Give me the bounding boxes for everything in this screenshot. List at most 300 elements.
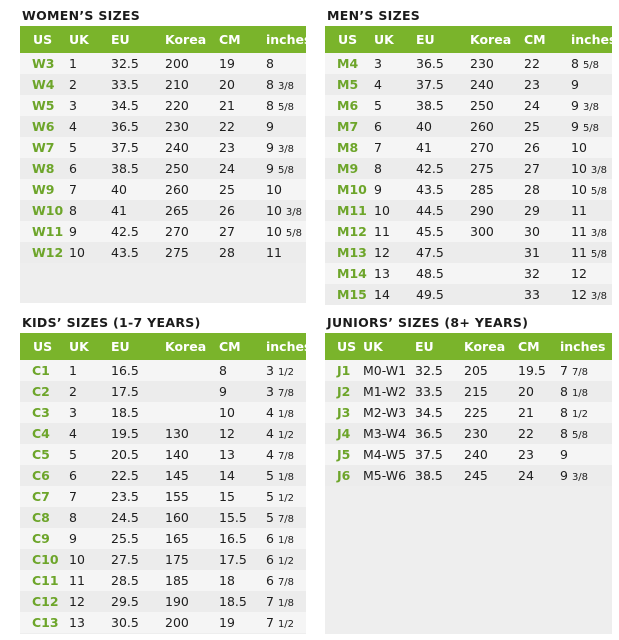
inches-fraction: 1/2 [571, 409, 589, 420]
inches-whole: 9 [560, 447, 568, 462]
uk-size-cell: 5 [69, 447, 77, 462]
juniors-sizes-title: JUNIORS’ SIZES (8+ YEARS) [327, 315, 529, 330]
cm-cell: 20 [219, 77, 235, 92]
us-size-cell: M10 [337, 182, 367, 197]
column-header: Korea [464, 339, 506, 354]
cm-cell: 24 [518, 468, 534, 483]
uk-size-cell: 1 [69, 56, 77, 71]
column-header: CM [219, 32, 241, 47]
kids-sizes-title: KIDS’ SIZES (1-7 YEARS) [22, 315, 201, 330]
inches-cell [266, 56, 306, 71]
us-size-cell: J6 [337, 468, 351, 483]
korea-size-cell: 230 [470, 56, 494, 71]
table-row [325, 74, 612, 95]
column-header: CM [219, 339, 241, 354]
kids-sizes-section [20, 313, 312, 634]
column-header: UK [374, 32, 394, 47]
uk-size-cell: 12 [69, 594, 85, 609]
cm-cell: 23 [524, 77, 540, 92]
inches-whole: 12 [571, 266, 587, 281]
cm-cell: 16.5 [219, 531, 247, 546]
inches-whole: 8 [560, 426, 568, 441]
inches-cell [560, 426, 600, 441]
korea-size-cell: 190 [165, 594, 189, 609]
uk-size-cell: 4 [374, 77, 382, 92]
eu-size-cell: 30.5 [111, 615, 139, 630]
inches-cell [571, 245, 611, 260]
korea-size-cell: 265 [165, 203, 189, 218]
cm-cell: 17.5 [219, 552, 247, 567]
eu-size-cell: 40 [111, 182, 127, 197]
cm-cell: 15 [219, 489, 235, 504]
korea-size-cell: 260 [470, 119, 494, 134]
eu-size-cell: 28.5 [111, 573, 139, 588]
inches-fraction: 1/2 [277, 556, 295, 567]
inches-cell [266, 140, 306, 155]
korea-size-cell: 240 [470, 77, 494, 92]
us-size-cell: M4 [337, 56, 359, 71]
inches-whole: 8 [266, 77, 274, 92]
us-size-cell: W6 [32, 119, 55, 134]
inches-whole: 7 [560, 363, 568, 378]
cm-cell: 27 [219, 224, 235, 239]
us-size-cell: W3 [32, 56, 55, 71]
table-row [325, 116, 612, 137]
table-row [325, 423, 612, 444]
table-row [20, 444, 306, 465]
uk-size-cell: 8 [374, 161, 382, 176]
cm-cell: 31 [524, 245, 540, 260]
table-header [325, 333, 612, 360]
cm-cell: 30 [524, 224, 540, 239]
inches-whole: 11 [266, 245, 282, 260]
table-row [20, 95, 306, 116]
us-size-cell: C2 [32, 384, 50, 399]
uk-size-cell: 8 [69, 203, 77, 218]
inches-cell [266, 615, 306, 630]
inches-whole: 6 [266, 531, 274, 546]
inches-fraction: 3/8 [285, 207, 302, 218]
column-header: inches [560, 339, 606, 354]
korea-size-cell: 220 [165, 98, 189, 113]
cm-cell: 13 [219, 447, 235, 462]
inches-cell [266, 447, 306, 462]
us-size-cell: W12 [32, 245, 64, 260]
uk-size-cell: 9 [69, 531, 77, 546]
inches-whole: 5 [266, 510, 274, 525]
inches-cell [571, 287, 611, 302]
eu-size-cell: 48.5 [416, 266, 444, 281]
men-sizes-title: MEN’S SIZES [327, 8, 421, 23]
column-header: inches [571, 32, 617, 47]
inches-fraction: 5/8 [582, 123, 600, 134]
inches-cell [560, 468, 600, 483]
uk-size-cell: 13 [69, 615, 85, 630]
uk-size-cell: 13 [374, 266, 390, 281]
eu-size-cell: 32.5 [111, 56, 139, 71]
column-header: US [337, 339, 357, 354]
table-row [20, 423, 306, 444]
juniors-sizes-table [325, 333, 612, 634]
inches-whole: 11 [571, 245, 587, 260]
uk-size-cell: 10 [374, 203, 390, 218]
uk-size-cell: 6 [69, 161, 77, 176]
eu-size-cell: 37.5 [111, 140, 139, 155]
table-row [20, 549, 306, 570]
table-row [325, 402, 612, 423]
table-row [20, 465, 306, 486]
us-size-cell: C5 [32, 447, 50, 462]
cm-cell: 28 [524, 182, 540, 197]
column-header: Korea [165, 339, 207, 354]
inches-whole: 4 [266, 447, 274, 462]
inches-fraction: 1/2 [277, 493, 295, 504]
us-size-cell: W7 [32, 140, 55, 155]
eu-size-cell: 17.5 [111, 384, 139, 399]
inches-whole: 6 [266, 573, 274, 588]
inches-cell [266, 161, 306, 176]
eu-size-cell: 43.5 [111, 245, 139, 260]
inches-cell [571, 203, 611, 218]
us-size-cell: M7 [337, 119, 359, 134]
cm-cell: 25 [219, 182, 235, 197]
eu-size-cell: 45.5 [416, 224, 444, 239]
us-size-cell: C6 [32, 468, 50, 483]
inches-whole: 11 [571, 203, 587, 218]
uk-size-cell: 9 [374, 182, 382, 197]
inches-fraction: 5/8 [582, 60, 600, 71]
uk-size-cell: 9 [69, 224, 77, 239]
inches-cell [266, 119, 306, 134]
table-row [20, 591, 306, 612]
inches-fraction: 1/2 [277, 619, 295, 630]
table-header [325, 26, 617, 53]
eu-size-cell: 38.5 [416, 98, 444, 113]
inches-cell [571, 56, 611, 71]
column-header: UK [363, 339, 383, 354]
cm-cell: 25 [524, 119, 540, 134]
uk-size-cell: 14 [374, 287, 390, 302]
inches-whole: 8 [266, 56, 274, 71]
table-row [20, 179, 306, 200]
inches-whole: 10 [266, 224, 282, 239]
korea-size-cell: 240 [165, 140, 189, 155]
inches-fraction: 7/8 [277, 451, 295, 462]
korea-size-cell: 240 [464, 447, 488, 462]
inches-cell [571, 182, 611, 197]
inches-fraction: 3/8 [590, 228, 607, 239]
inches-fraction: 1/8 [277, 598, 295, 609]
table-row [20, 570, 306, 591]
table-row [325, 95, 612, 116]
cm-cell: 27 [524, 161, 540, 176]
uk-size-cell: M5-W6 [363, 468, 407, 483]
us-size-cell: C4 [32, 426, 50, 441]
table-row [20, 242, 306, 263]
eu-size-cell: 18.5 [111, 405, 139, 420]
table-row [325, 179, 612, 200]
cm-cell: 8 [219, 363, 227, 378]
inches-cell [266, 573, 306, 588]
inches-cell [571, 140, 611, 155]
inches-cell [560, 447, 600, 462]
uk-size-cell: 1 [69, 363, 77, 378]
eu-size-cell: 22.5 [111, 468, 139, 483]
cm-cell: 23 [219, 140, 235, 155]
eu-size-cell: 42.5 [111, 224, 139, 239]
inches-cell [571, 98, 611, 113]
table-row [20, 53, 306, 74]
eu-size-cell: 36.5 [111, 119, 139, 134]
women-sizes-title: WOMEN’S SIZES [22, 8, 141, 23]
uk-size-cell: 7 [69, 182, 77, 197]
inches-cell [266, 426, 306, 441]
cm-cell: 14 [219, 468, 235, 483]
inches-cell [266, 552, 306, 567]
column-header: EU [111, 339, 130, 354]
inches-whole: 6 [266, 552, 274, 567]
women-sizes-section [20, 6, 312, 303]
eu-size-cell: 47.5 [416, 245, 444, 260]
column-header: Korea [165, 32, 207, 47]
inches-whole: 10 [571, 182, 587, 197]
uk-size-cell: 10 [69, 552, 85, 567]
table-row [325, 444, 612, 465]
uk-size-cell: 5 [374, 98, 382, 113]
eu-size-cell: 42.5 [416, 161, 444, 176]
uk-size-cell: M4-W5 [363, 447, 407, 462]
uk-size-cell: 11 [69, 573, 85, 588]
us-size-cell: M9 [337, 161, 359, 176]
us-size-cell: C3 [32, 405, 50, 420]
men-sizes-table [325, 26, 617, 305]
column-header: CM [524, 32, 546, 47]
uk-size-cell: 8 [69, 510, 77, 525]
inches-cell [560, 405, 600, 420]
table-row [325, 53, 612, 74]
inches-cell [266, 468, 306, 483]
inches-fraction: 1/8 [277, 409, 295, 420]
eu-size-cell: 43.5 [416, 182, 444, 197]
inches-cell [571, 119, 611, 134]
inches-cell [266, 384, 306, 399]
eu-size-cell: 32.5 [415, 363, 443, 378]
inches-cell [266, 363, 306, 378]
inches-fraction: 5/8 [571, 430, 589, 441]
eu-size-cell: 38.5 [111, 161, 139, 176]
cm-cell: 26 [524, 140, 540, 155]
inches-fraction: 7/8 [277, 577, 295, 588]
inches-whole: 3 [266, 384, 274, 399]
table-row [325, 158, 612, 179]
column-header: US [338, 32, 358, 47]
inches-cell [266, 224, 306, 239]
cm-cell: 12 [219, 426, 235, 441]
inches-whole: 10 [266, 203, 282, 218]
table-header [20, 26, 312, 53]
inches-whole: 3 [266, 363, 274, 378]
cm-cell: 20 [518, 384, 534, 399]
us-size-cell: M5 [337, 77, 359, 92]
inches-fraction: 5/8 [277, 165, 295, 176]
eu-size-cell: 37.5 [415, 447, 443, 462]
cm-cell: 22 [518, 426, 534, 441]
inches-fraction: 1/2 [277, 430, 295, 441]
inches-whole: 8 [266, 98, 274, 113]
inches-cell [560, 384, 600, 399]
us-size-cell: M6 [337, 98, 359, 113]
cm-cell: 18.5 [219, 594, 247, 609]
eu-size-cell: 23.5 [111, 489, 139, 504]
column-header: UK [69, 32, 89, 47]
inches-fraction: 7/8 [277, 514, 295, 525]
cm-cell: 22 [524, 56, 540, 71]
inches-whole: 9 [266, 140, 274, 155]
cm-cell: 21 [219, 98, 235, 113]
table-header [20, 333, 312, 360]
column-header: inches [266, 32, 312, 47]
inches-fraction: 3/8 [277, 144, 295, 155]
eu-size-cell: 27.5 [111, 552, 139, 567]
us-size-cell: W10 [32, 203, 64, 218]
uk-size-cell: 3 [69, 405, 77, 420]
column-header: EU [415, 339, 434, 354]
table-row [20, 486, 306, 507]
cm-cell: 24 [219, 161, 235, 176]
uk-size-cell: 12 [374, 245, 390, 260]
inches-fraction: 5/8 [277, 102, 295, 113]
uk-size-cell: 11 [374, 224, 390, 239]
column-header: EU [111, 32, 130, 47]
uk-size-cell: 3 [69, 98, 77, 113]
inches-whole: 8 [571, 56, 579, 71]
us-size-cell: J1 [337, 363, 351, 378]
uk-size-cell: 4 [69, 119, 77, 134]
cm-cell: 32 [524, 266, 540, 281]
cm-cell: 19 [219, 56, 235, 71]
cm-cell: 29 [524, 203, 540, 218]
us-size-cell: W9 [32, 182, 55, 197]
inches-cell [266, 489, 306, 504]
inches-cell [266, 203, 306, 218]
eu-size-cell: 36.5 [416, 56, 444, 71]
korea-size-cell: 130 [165, 426, 189, 441]
table-row [20, 116, 306, 137]
inches-whole: 4 [266, 405, 274, 420]
eu-size-cell: 34.5 [111, 98, 139, 113]
table-row [20, 137, 306, 158]
cm-cell: 9 [219, 384, 227, 399]
inches-fraction: 1/8 [277, 472, 295, 483]
inches-whole: 9 [266, 161, 274, 176]
uk-size-cell: 4 [69, 426, 77, 441]
korea-size-cell: 275 [470, 161, 494, 176]
uk-size-cell: 3 [374, 56, 382, 71]
inches-whole: 10 [571, 161, 587, 176]
inches-cell [266, 77, 306, 92]
table-row [20, 200, 306, 221]
inches-fraction: 1/8 [571, 388, 589, 399]
column-header: EU [416, 32, 435, 47]
inches-whole: 9 [560, 468, 568, 483]
inches-whole: 4 [266, 426, 274, 441]
eu-size-cell: 19.5 [111, 426, 139, 441]
table-row [325, 221, 612, 242]
cm-cell: 28 [219, 245, 235, 260]
column-header: US [33, 32, 53, 47]
inches-fraction: 5/8 [590, 249, 607, 260]
table-row [20, 381, 306, 402]
korea-size-cell: 205 [464, 363, 488, 378]
inches-cell [571, 266, 611, 281]
korea-size-cell: 260 [165, 182, 189, 197]
eu-size-cell: 36.5 [415, 426, 443, 441]
table-row [325, 381, 612, 402]
us-size-cell: M15 [337, 287, 367, 302]
inches-cell [266, 531, 306, 546]
us-size-cell: M8 [337, 140, 359, 155]
uk-size-cell: 5 [69, 140, 77, 155]
cm-cell: 24 [524, 98, 540, 113]
korea-size-cell: 175 [165, 552, 189, 567]
inches-cell [266, 182, 306, 197]
cm-cell: 23 [518, 447, 534, 462]
korea-size-cell: 230 [464, 426, 488, 441]
korea-size-cell: 225 [464, 405, 488, 420]
men-sizes-section [325, 6, 617, 305]
inches-whole: 12 [571, 287, 587, 302]
inches-whole: 8 [560, 405, 568, 420]
korea-size-cell: 200 [165, 56, 189, 71]
uk-size-cell: 10 [69, 245, 85, 260]
inches-cell [571, 161, 611, 176]
inches-whole: 7 [266, 615, 274, 630]
table-row [325, 360, 612, 381]
cm-cell: 18 [219, 573, 235, 588]
us-size-cell: W5 [32, 98, 55, 113]
inches-fraction: 3/8 [277, 81, 295, 92]
us-size-cell: C7 [32, 489, 50, 504]
us-size-cell: W8 [32, 161, 55, 176]
korea-size-cell: 270 [470, 140, 494, 155]
column-header: CM [518, 339, 540, 354]
inches-whole: 10 [266, 182, 282, 197]
eu-size-cell: 41 [111, 203, 127, 218]
us-size-cell: C1 [32, 363, 50, 378]
eu-size-cell: 38.5 [415, 468, 443, 483]
us-size-cell: M12 [337, 224, 367, 239]
inches-cell [266, 405, 306, 420]
inches-fraction: 5/8 [285, 228, 302, 239]
table-row [20, 158, 306, 179]
us-size-cell: C9 [32, 531, 50, 546]
us-size-cell: C11 [32, 573, 59, 588]
table-row [325, 200, 612, 221]
korea-size-cell: 140 [165, 447, 189, 462]
column-header: Korea [470, 32, 512, 47]
eu-size-cell: 37.5 [416, 77, 444, 92]
inches-whole: 8 [560, 384, 568, 399]
inches-fraction: 5/8 [590, 186, 607, 197]
eu-size-cell: 29.5 [111, 594, 139, 609]
uk-size-cell: 7 [374, 140, 382, 155]
eu-size-cell: 33.5 [111, 77, 139, 92]
us-size-cell: J4 [337, 426, 351, 441]
uk-size-cell: 7 [69, 489, 77, 504]
inches-cell [571, 224, 611, 239]
eu-size-cell: 44.5 [416, 203, 444, 218]
inches-whole: 9 [266, 119, 274, 134]
